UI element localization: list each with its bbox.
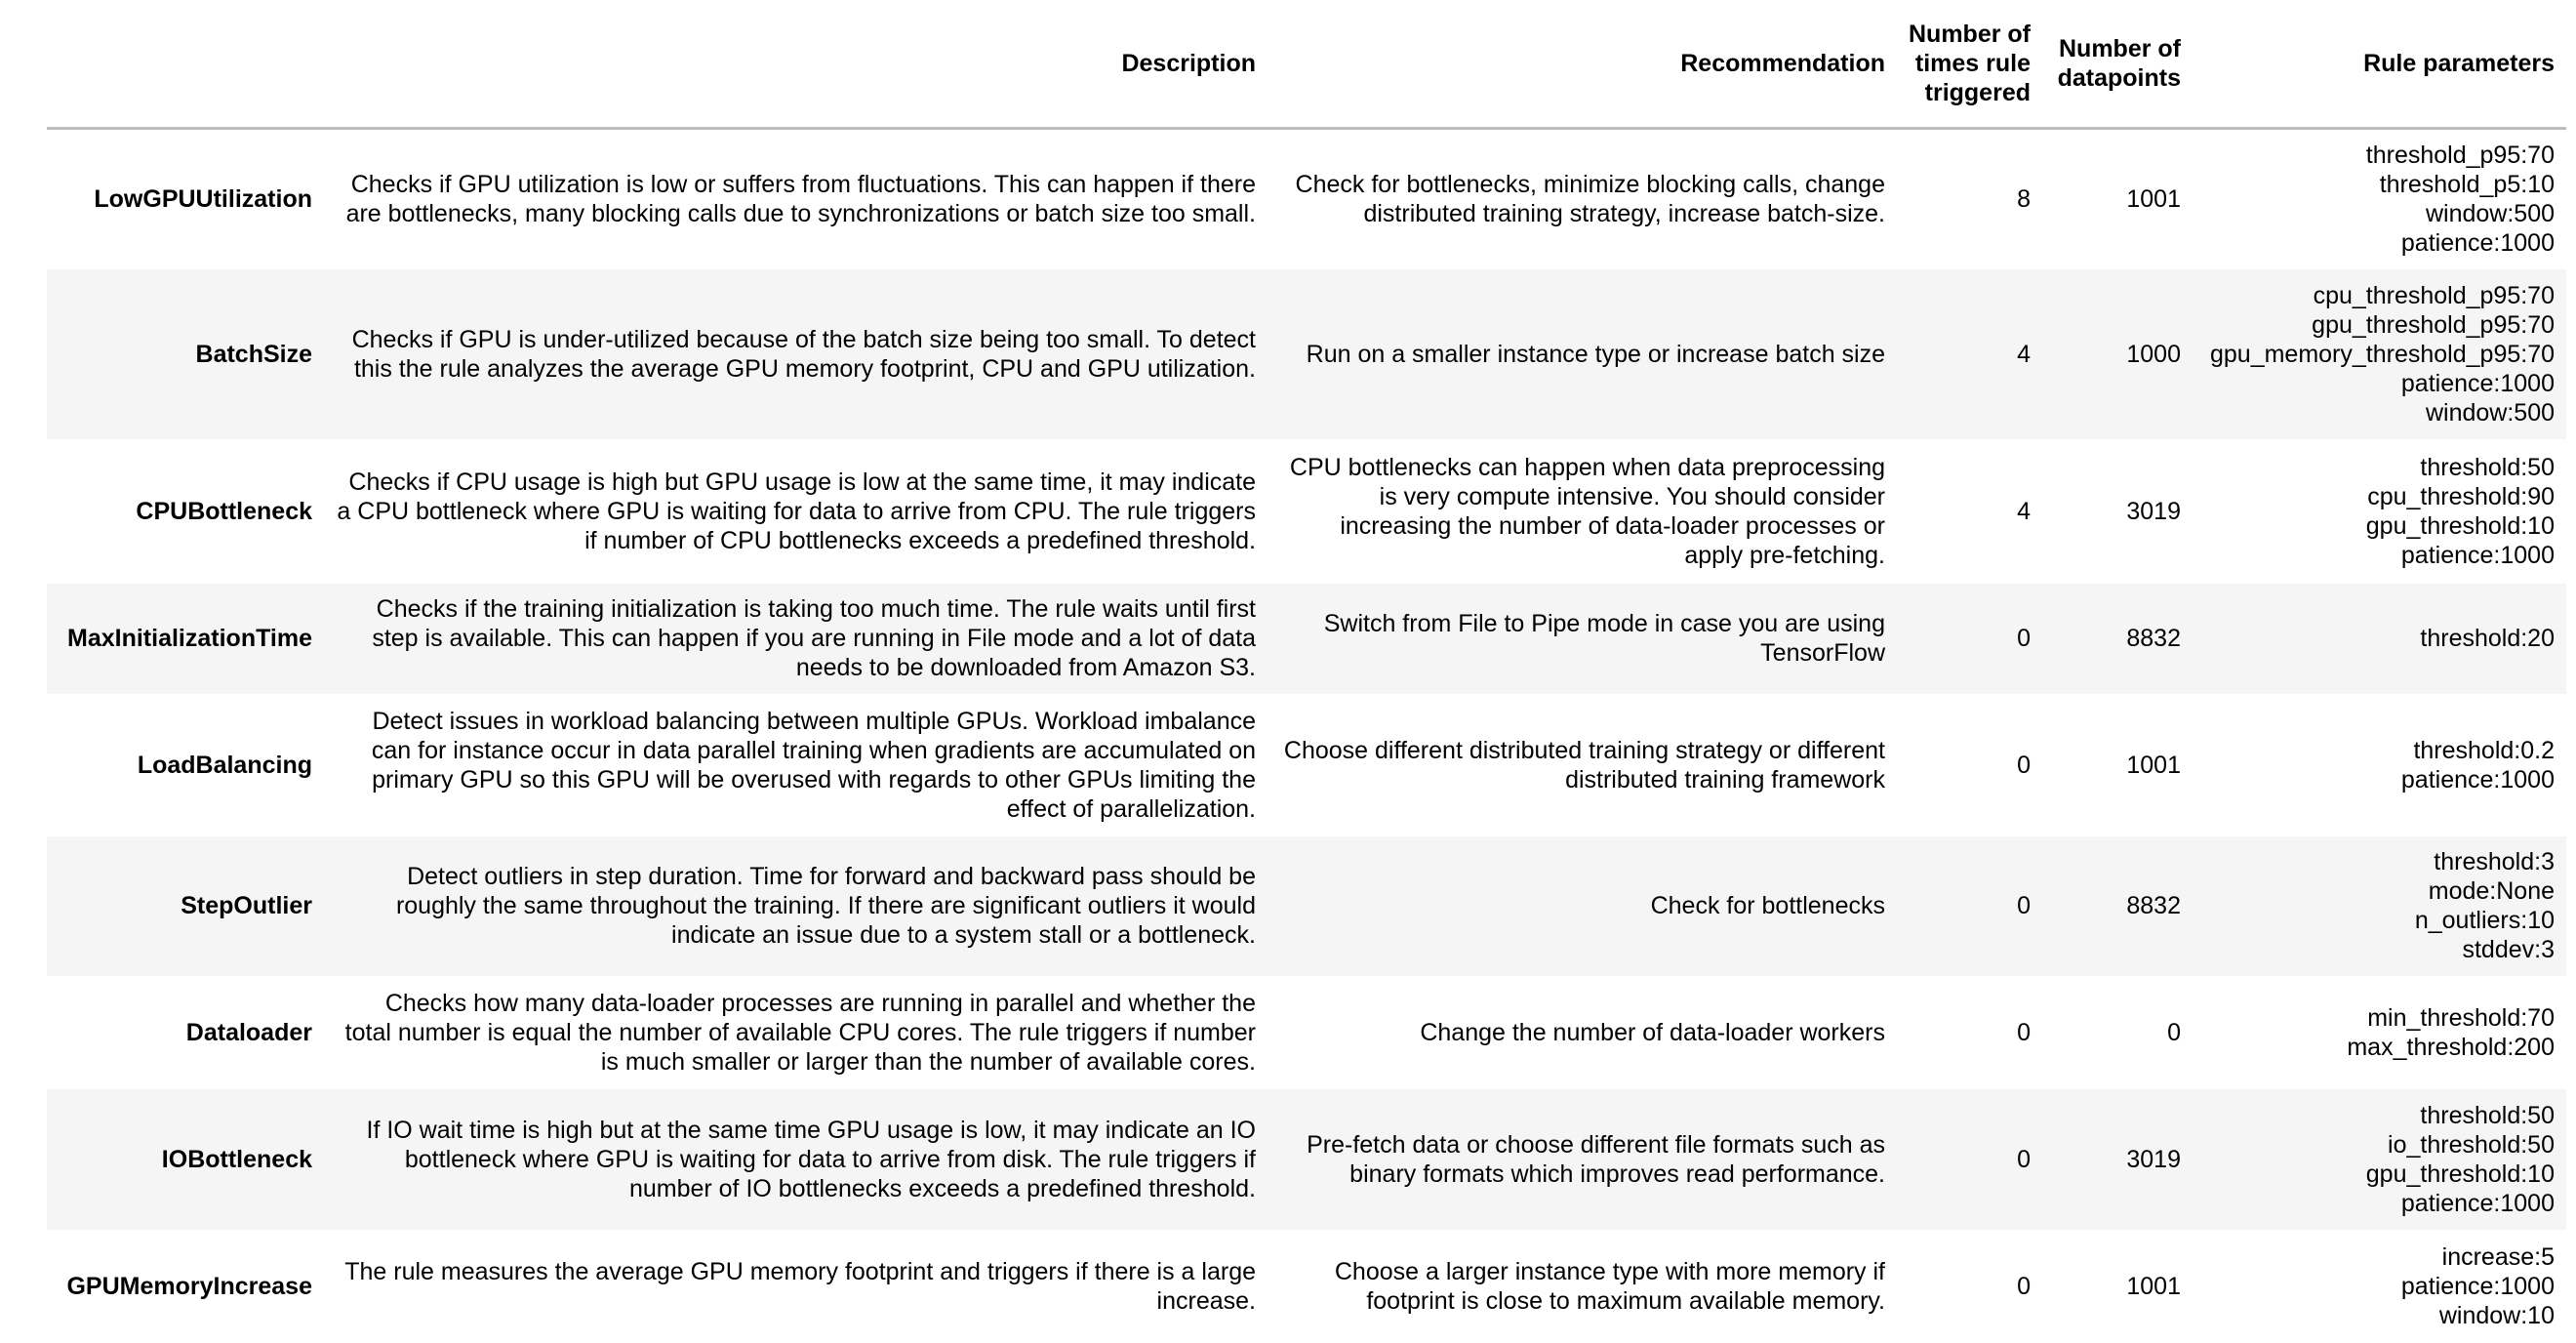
rule-parameters xyxy=(2193,584,2566,694)
times-triggered: 0 xyxy=(2017,1272,2031,1300)
rule-recommendation: CPU bottlenecks can happen when data preprocessing is very compute intensive. You should consider increasing the number of data-loader processes or apply pre-fetching. xyxy=(1289,453,1885,569)
rule-parameter: gpu_threshold_p95:70 xyxy=(2312,310,2555,339)
times-triggered: 0 xyxy=(2017,1145,2031,1173)
rule-name: BatchSize xyxy=(195,340,312,368)
rule-parameters xyxy=(2193,976,2566,1089)
header-times-triggered: Number of times rule triggered xyxy=(1897,0,2042,129)
rule-parameter: window:500 xyxy=(2425,200,2555,228)
rule-recommendation: Choose a larger instance type with more memory if footprint is close to maximum available memory. xyxy=(1334,1257,1885,1315)
table-body xyxy=(47,129,2566,1343)
datapoints-count: 1001 xyxy=(2126,1272,2181,1300)
header-recommendation: Recommendation xyxy=(1268,0,1897,129)
datapoints-count: 0 xyxy=(2167,1018,2181,1046)
rule-description: The rule measures the average GPU memory footprint and triggers if there is a large increase. xyxy=(344,1257,1256,1315)
rule-recommendation: Run on a smaller instance type or increase batch size xyxy=(1306,340,1885,368)
rule-parameter: patience:1000 xyxy=(2400,765,2555,794)
header-datapoints: Number of datapoints xyxy=(2042,0,2193,129)
table-row xyxy=(47,584,2566,694)
rule-parameter: window:10 xyxy=(2438,1301,2555,1329)
rule-parameter: patience:1000 xyxy=(2400,1189,2555,1217)
rule-parameter: threshold_p95:70 xyxy=(2365,142,2555,170)
times-triggered: 0 xyxy=(2017,625,2031,652)
rule-parameter: gpu_memory_threshold_p95:70 xyxy=(2209,340,2555,368)
datapoints-count: 3019 xyxy=(2126,497,2181,525)
rule-parameters xyxy=(2193,439,2566,584)
rule-parameters xyxy=(2193,1230,2566,1343)
rule-name: Dataloader xyxy=(185,1018,312,1046)
rule-recommendation: Choose different distributed training strategy or different distributed training framework xyxy=(1283,736,1885,794)
table-row xyxy=(47,1089,2566,1230)
table-header xyxy=(47,0,2566,129)
times-triggered: 4 xyxy=(2017,497,2031,525)
times-triggered: 0 xyxy=(2017,892,2031,919)
header-row xyxy=(47,0,2566,129)
rule-description: Detect issues in workload balancing between multiple GPUs. Workload imbalance can for instance occur in data parallel training when gradients are accumulated on primary GPU so this GPU will be overused with regards to other GPUs limiting the effect of parallelization. xyxy=(371,707,1256,823)
rule-recommendation: Pre-fetch data or choose different file formats such as binary formats which improves read performance. xyxy=(1307,1130,1885,1188)
rule-parameter: threshold:20 xyxy=(2420,625,2555,652)
table-row xyxy=(47,1230,2566,1343)
rule-parameter: patience:1000 xyxy=(2400,369,2555,397)
rule-description: Checks if CPU usage is high but GPU usage is low at the same time, it may indicate a CPU bottleneck where GPU is waiting for data to arrive from CPU. The rule triggers if number of CPU bottlenecks exceeds a predefined threshold. xyxy=(337,468,1256,554)
times-triggered: 0 xyxy=(2017,1018,2031,1046)
datapoints-count: 8832 xyxy=(2126,892,2181,919)
rule-description: Checks if GPU utilization is low or suffers from fluctuations. This can happen if there are bottlenecks, many blocking calls due to synchronizations or batch size too small. xyxy=(345,171,1256,228)
rule-parameters xyxy=(2193,836,2566,976)
table-row xyxy=(47,976,2566,1089)
datapoints-count: 1000 xyxy=(2126,340,2181,368)
rule-description: Checks if GPU is under-utilized because of the batch size being too small. To detect this the rule analyzes the average GPU memory footprint, CPU and GPU utilization. xyxy=(351,325,1256,383)
header-rule-parameters: Rule parameters xyxy=(2193,0,2566,129)
times-triggered: 0 xyxy=(2017,751,2031,779)
rule-name: LowGPUUtilization xyxy=(94,185,312,214)
rule-recommendation: Check for bottlenecks xyxy=(1650,892,1885,919)
table-row xyxy=(47,694,2566,836)
rule-parameter: threshold:3 xyxy=(2434,848,2555,875)
rule-parameter: threshold:0.2 xyxy=(2413,736,2555,764)
rule-parameter: min_threshold:70 xyxy=(2367,1003,2555,1032)
table-row xyxy=(47,129,2566,269)
rule-name: MaxInitializationTime xyxy=(67,625,312,652)
rule-name: GPUMemoryIncrease xyxy=(66,1272,312,1300)
rule-description: Detect outliers in step duration. Time for forward and backward pass should be roughly the same throughout the training. If there are significant outliers it would indicate an issue due to a system stall or a bottleneck. xyxy=(395,863,1256,949)
header-description: Description xyxy=(324,0,1268,129)
rule-description: If IO wait time is high but at the same time GPU usage is low, it may indicate an IO bottleneck where GPU is waiting for data to arrive from disk. The rule triggers if number of IO bottlenecks exceeds a predefined threshold. xyxy=(366,1116,1256,1202)
datapoints-count: 3019 xyxy=(2126,1145,2181,1173)
rule-parameter: patience:1000 xyxy=(2400,1272,2555,1300)
rule-parameters xyxy=(2193,269,2566,439)
rule-parameter: threshold_p5:10 xyxy=(2379,171,2555,199)
rule-parameter: increase:5 xyxy=(2441,1242,2555,1271)
rule-name: StepOutlier xyxy=(181,892,312,919)
table-row xyxy=(47,836,2566,976)
rule-parameter: threshold:50 xyxy=(2420,1101,2555,1129)
datapoints-count: 1001 xyxy=(2126,751,2181,779)
rule-name: LoadBalancing xyxy=(137,751,312,779)
datapoints-count: 8832 xyxy=(2126,625,2181,652)
rule-description: Checks how many data-loader processes are running in parallel and whether the total number is equal the number of available CPU cores. The rule triggers if number is much smaller or larger than the number of available cores. xyxy=(344,989,1256,1076)
rule-recommendation: Change the number of data-loader workers xyxy=(1420,1018,1885,1046)
rule-parameter: max_threshold:200 xyxy=(2347,1033,2555,1061)
times-triggered: 4 xyxy=(2017,340,2031,368)
rule-name: CPUBottleneck xyxy=(136,497,312,525)
rule-recommendation: Check for bottlenecks, minimize blocking calls, change distributed training strategy, increase batch-size. xyxy=(1295,171,1885,228)
datapoints-count: 1001 xyxy=(2126,185,2181,214)
rule-parameter: cpu_threshold:90 xyxy=(2367,482,2555,510)
rule-description: Checks if the training initialization is taking too much time. The rule waits until first step is available. This can happen if you are running in File mode and a lot of data needs to be downloaded from Amazon S3. xyxy=(372,595,1256,681)
rule-parameter: n_outliers:10 xyxy=(2414,907,2555,934)
rule-parameter: io_threshold:50 xyxy=(2388,1130,2555,1159)
rule-parameters xyxy=(2193,694,2566,836)
rule-parameter: threshold:50 xyxy=(2420,453,2555,481)
rule-parameter: patience:1000 xyxy=(2400,229,2555,258)
rule-parameter: gpu_threshold:10 xyxy=(2365,1160,2555,1188)
rule-parameters xyxy=(2193,129,2566,269)
rule-parameter: window:500 xyxy=(2425,398,2555,427)
rule-recommendation: Switch from File to Pipe mode in case you are using TensorFlow xyxy=(1323,610,1885,667)
table-row xyxy=(47,269,2566,439)
rule-name: IOBottleneck xyxy=(161,1145,312,1173)
times-triggered: 8 xyxy=(2017,185,2031,214)
rule-parameter: mode:None xyxy=(2428,877,2555,905)
rule-parameters xyxy=(2193,1089,2566,1230)
rule-parameter: gpu_threshold:10 xyxy=(2365,511,2555,540)
header-rule-name xyxy=(47,0,324,129)
table-row xyxy=(47,439,2566,584)
rule-parameter: cpu_threshold_p95:70 xyxy=(2313,281,2555,309)
rule-parameter: patience:1000 xyxy=(2400,541,2555,569)
rules-summary-table xyxy=(47,0,2566,1343)
rule-parameter: stddev:3 xyxy=(2462,936,2555,963)
